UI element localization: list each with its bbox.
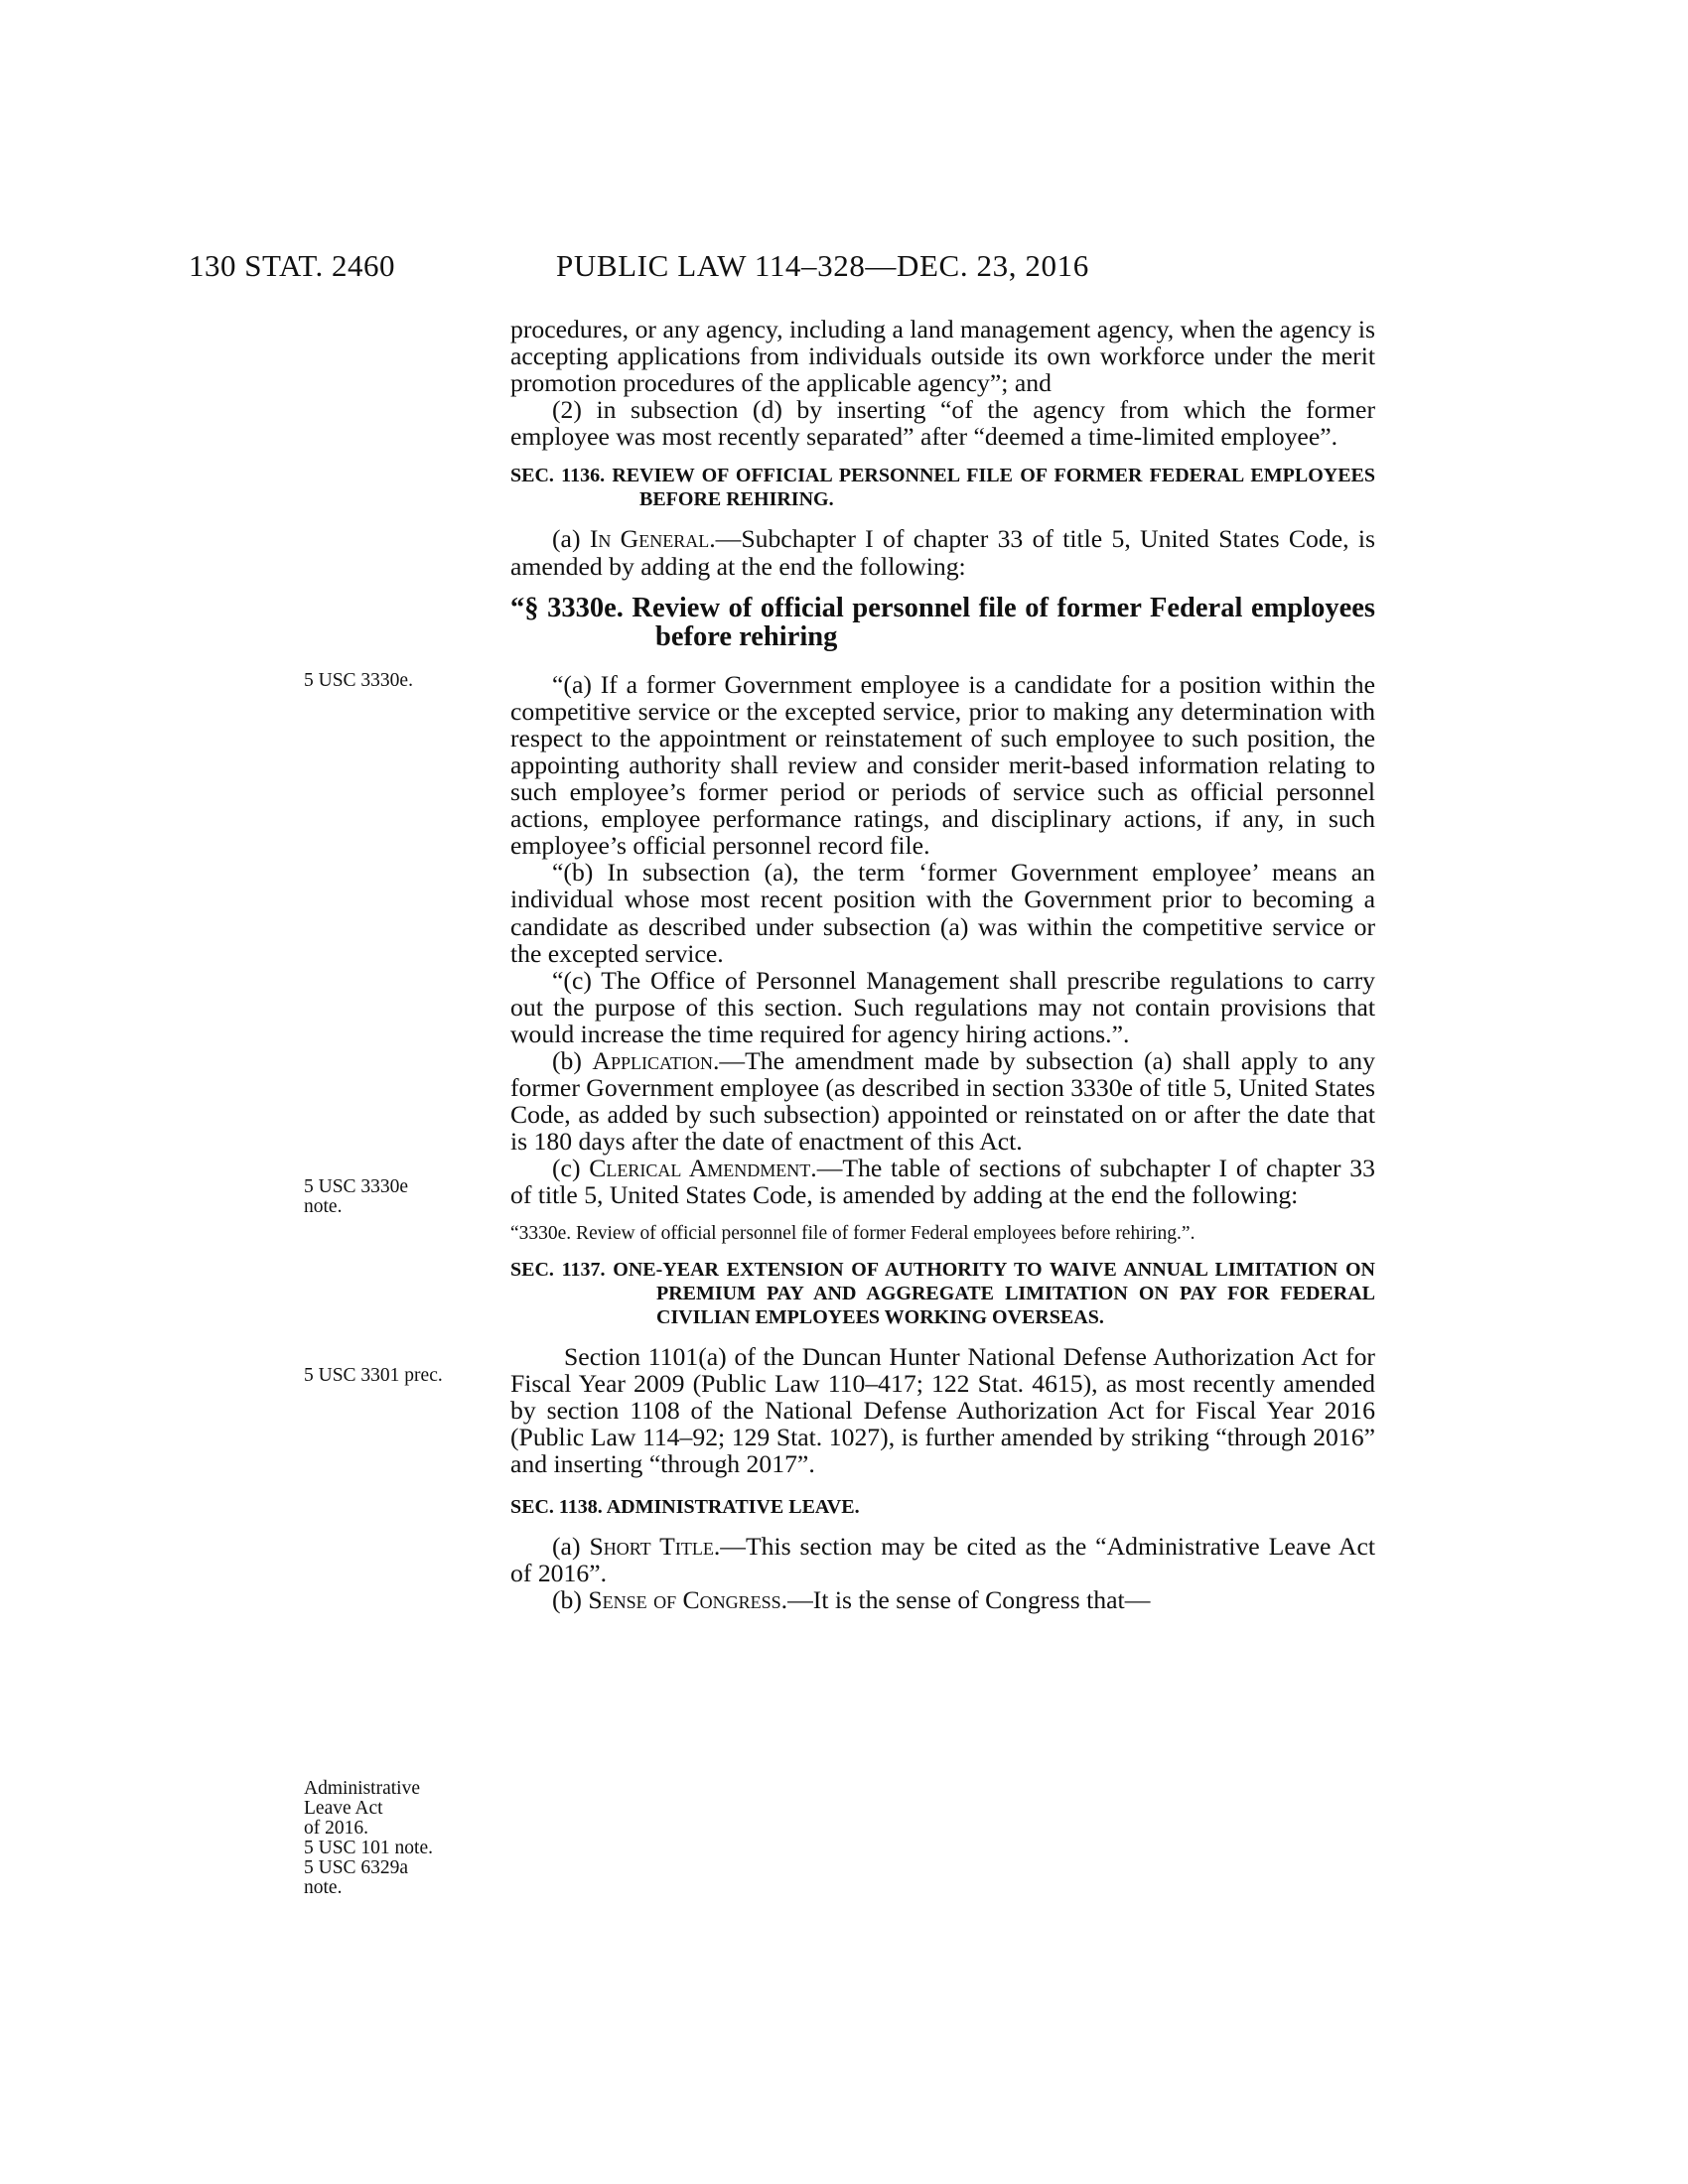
running-head: PUBLIC LAW 114–328—DEC. 23, 2016 bbox=[556, 248, 1089, 283]
margin-note-3330e: 5 USC 3330e. bbox=[304, 670, 413, 691]
subsection-heading: Short Title bbox=[589, 1532, 714, 1561]
subsection-text: .—This section may be cited as the “Administrative Leave Act of 2016”. bbox=[510, 1532, 1375, 1588]
subsection-text: .—Subchapter I of chapter 33 of title 5, United States Code, is amended by adding at the end the following: bbox=[510, 524, 1375, 581]
document-body bbox=[510, 316, 1375, 1613]
subsection-heading: Application bbox=[592, 1045, 713, 1075]
subsection-text: .—It is the sense of Congress that— bbox=[780, 1585, 1151, 1615]
subsection-heading: Clerical Amendment bbox=[589, 1154, 811, 1183]
stat-page-citation: 130 STAT. 2460 bbox=[189, 248, 396, 283]
paragraph-1137: Section 1101(a) of the Duncan Hunter National Defense Authorization Act for Fiscal Year 2009 (Public Law 110–417; 122 Stat. 4615), as most recently amended by section 1108 of the National Defense Authorization Act for Fiscal Year 2016 (Public Law 114–92; 129 Stat. 1027), is further amended by striking “through 2016” and inserting “through 2017”. bbox=[510, 1341, 1375, 1478]
paragraph-3330e-c: “(c) The Office of Personnel Management shall prescribe regulations to carry out the purpose of this section. Such regulations may not contain provisions that would increase the time required for agency hiring actions.”. bbox=[510, 965, 1375, 1048]
subsection-label: (b) bbox=[552, 1045, 593, 1075]
margin-note-line: note. bbox=[304, 1877, 343, 1898]
continuation-paragraph: procedures, or any agency, including a land management agency, when the agency is accepting applications from individuals outside its own workforce under the merit promotion procedures of the applicable agency”; and bbox=[510, 315, 1375, 398]
paragraph-1136-a bbox=[510, 525, 1375, 579]
subsection-label: (b) bbox=[552, 1585, 589, 1615]
paragraph-short-title bbox=[510, 1533, 1375, 1586]
section-heading-1136: SEC. 1136. REVIEW OF OFFICIAL PERSONNEL FILE OF FORMER FEDERAL EMPLOYEES BEFORE REHIRING. bbox=[510, 465, 1375, 511]
margin-note-line: Administrative bbox=[304, 1778, 420, 1799]
table-of-sections-entry: “3330e. Review of official personnel file of former Federal employees before rehiring.”. bbox=[510, 1222, 1196, 1244]
paragraph-3330e-a: “(a) If a former Government employee is a candidate for a position within the competitive service or the excepted service, prior to making any determination with respect to the appointment or reinstatement of such employee to such position, the appointing authority shall review and consider merit-based information relating to such employee’s former period or periods of service such as official personnel actions, employee performance ratings, and disciplinary actions, if any, in such employee’s official personnel record file. bbox=[510, 669, 1375, 861]
subsection-label: (a) bbox=[552, 1532, 590, 1561]
section-heading-1138: SEC. 1138. ADMINISTRATIVE LEAVE. bbox=[510, 1496, 860, 1518]
margin-note-line: note. bbox=[304, 1196, 343, 1217]
paragraph-application bbox=[510, 1047, 1375, 1155]
subsection-text: .—The amendment made by subsection (a) shall apply to any former Government employee (as described in section 3330e of title 5, United States Code, as added by such subsection) appointed or reinstated on or after the date that is 180 days after the date of enactment of this Act. bbox=[510, 1045, 1375, 1157]
section-heading-1137: SEC. 1137. ONE-YEAR EXTENSION OF AUTHORITY TO WAIVE ANNUAL LIMITATION ON PREMIUM PAY AND AGGREGATE LIMITATION ON PAY FOR FEDERAL CIVILIAN EMPLOYEES WORKING OVERSEAS. bbox=[510, 1258, 1375, 1328]
paragraph-sense-of-congress bbox=[510, 1586, 1375, 1613]
subsection-label: (c) bbox=[552, 1154, 590, 1183]
subsection-heading: Sense of Congress bbox=[588, 1585, 781, 1615]
margin-note-line: 5 USC 6329a bbox=[304, 1857, 409, 1878]
margin-note-3301-prec: 5 USC 3301 prec. bbox=[304, 1365, 443, 1386]
subsection-heading: In General bbox=[589, 524, 710, 554]
code-section-heading-3330e: “§ 3330e. Review of official personnel file of former Federal employees before rehiring bbox=[510, 592, 1375, 652]
paragraph-item-2: (2) in subsection (d) by inserting “of the agency from which the former employee was most recently separated” after “deemed a time-limited employee”. bbox=[510, 395, 1375, 452]
margin-note-3330e-note bbox=[304, 1177, 502, 1217]
page-header bbox=[0, 248, 1688, 288]
margin-note-admin-leave bbox=[304, 1779, 502, 1898]
margin-note-line: 5 USC 101 note. bbox=[304, 1838, 434, 1858]
paragraph-clerical-amendment bbox=[510, 1155, 1375, 1208]
margin-note-line: Leave Act bbox=[304, 1798, 383, 1819]
margin-note-line: of 2016. bbox=[304, 1818, 368, 1839]
margin-note-line: 5 USC 3330e bbox=[304, 1176, 409, 1197]
subsection-label: (a) bbox=[552, 524, 590, 554]
paragraph-3330e-b: “(b) In subsection (a), the term ‘former Government employee’ means an individual whose most recent position with the Government prior to becoming a candidate as described under subsection (a) was within the competitive service or the excepted service. bbox=[510, 858, 1375, 968]
subsection-text: .—The table of sections of subchapter I of chapter 33 of title 5, United States Code, is amended by adding at the end the following: bbox=[510, 1154, 1375, 1210]
